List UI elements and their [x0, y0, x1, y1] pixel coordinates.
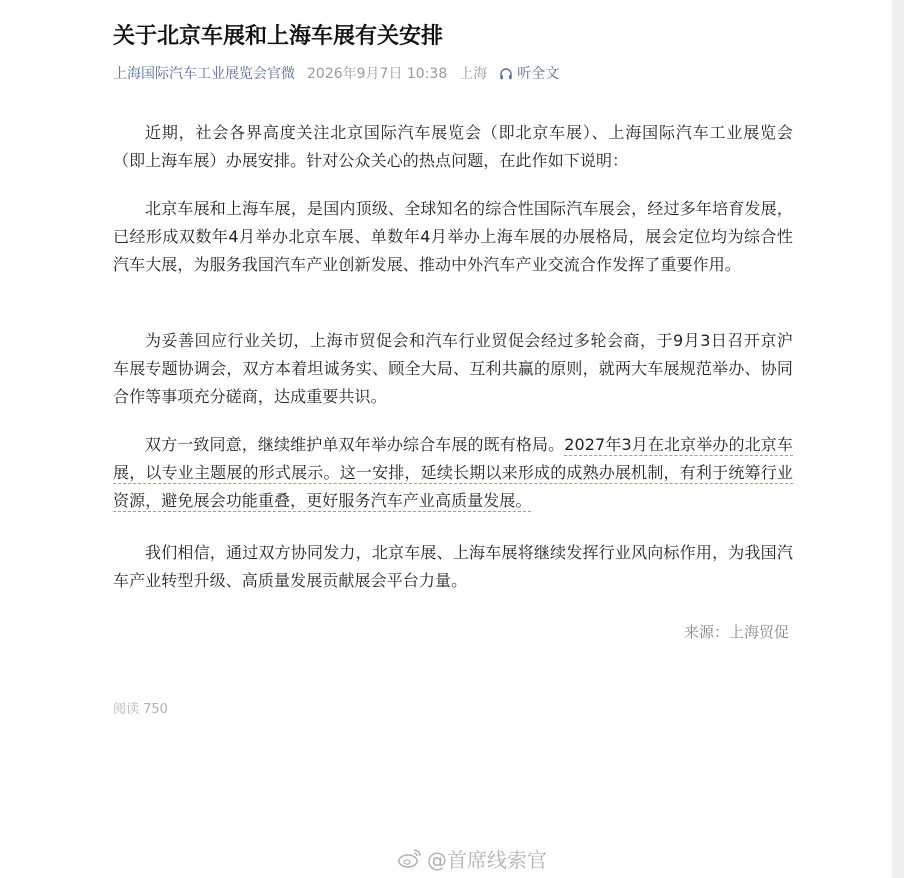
- paragraph-1: 近期，社会各界高度关注北京国际汽车展览会（即北京车展）、上海国际汽车工业展览会（即上海车展）办展安排。针对公众关心的热点问题，在此作如下说明：: [113, 123, 793, 170]
- listen-label: 听全文: [517, 66, 560, 82]
- paragraph-4: [113, 431, 793, 515]
- publish-location: 上海: [459, 66, 488, 82]
- watermark-text: @首席线索官: [427, 847, 547, 872]
- weibo-watermark: [397, 843, 547, 873]
- publish-time: 2026年9月7日 10:38: [307, 66, 448, 82]
- paragraph-3: 为妥善回应行业关切，上海市贸促会和汽车行业贸促会经过多轮会商，于9月3日召开京沪车展专题协调会，双方本着坦诚务实、顾全大局、互利共赢的原则，就两大车展规范举办、协同合作等事项充分磋商，达成重要共识。: [113, 331, 793, 406]
- article-title: 关于北京车展和上海车展有关安排: [113, 24, 444, 49]
- weibo-icon: [397, 847, 423, 869]
- listen-button[interactable]: [499, 64, 559, 84]
- article-meta: [113, 64, 559, 84]
- account-name-link[interactable]: 上海国际汽车工业展览会官微: [113, 66, 295, 82]
- paragraph-5: 我们相信，通过双方协同发力，北京车展、上海车展将继续发挥行业风向标作用，为我国汽车产业转型升级、高质量发展贡献展会平台力量。: [113, 543, 793, 590]
- paragraph-2: 北京车展和上海车展，是国内顶级、全球知名的综合性国际汽车展会，经过多年培育发展，已经形成双数年4月举办北京车展、单数年4月举办上海车展的办展格局，展会定位均为综合性汽车大展，为服务我国汽车产业创新发展、推动中外汽车产业交流合作发挥了重要作用。: [113, 199, 793, 274]
- source-attribution: 来源：上海贸促: [683, 623, 789, 641]
- paragraph-4-highlight[interactable]: 2027年3月在北京举办的北京车展，以专业主题展的形式展示。这一安排，延续长期以来形成的成熟办展机制，有利于统筹行业资源，避免展会功能重叠，更好服务汽车产业高质量发展。: [113, 435, 793, 510]
- headphone-icon: [499, 67, 513, 81]
- read-count: 阅读 750: [113, 702, 168, 717]
- scrollbar-track[interactable]: [892, 0, 904, 878]
- paragraph-4-lead: 双方一致同意，继续维护单双年举办综合车展的既有格局。: [145, 435, 565, 454]
